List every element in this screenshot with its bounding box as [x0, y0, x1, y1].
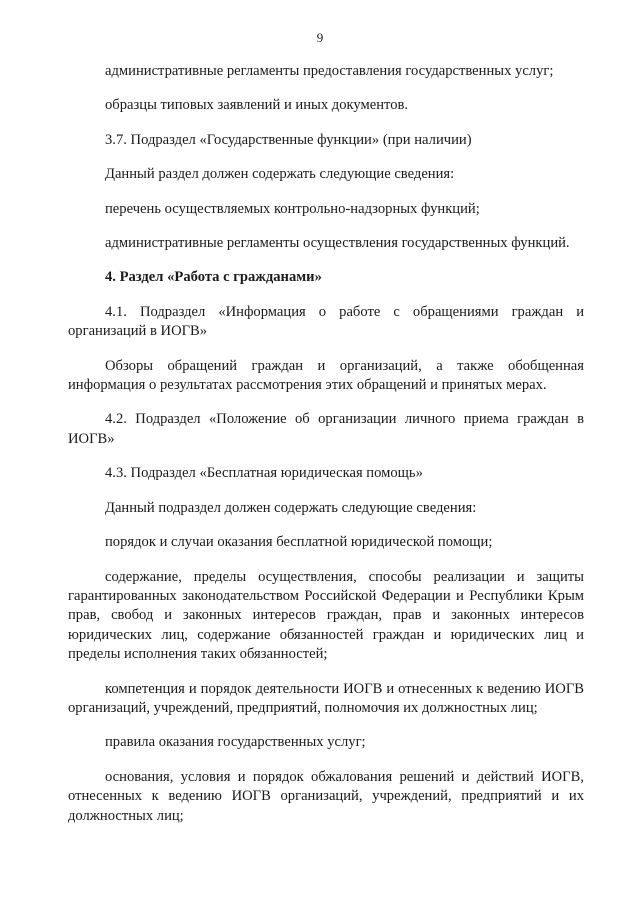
paragraph: административные регламенты осуществления государственных функций. [105, 235, 570, 252]
subsection-heading: 3.7. Подраздел «Государственные функции» (при наличии) [105, 131, 472, 148]
paragraph: содержание, пределы осуществления, способы реализации и защиты гарантированных законодательством Российской Федерации и Республики Крым прав, свобод и законных интересов граждан, прав и законных интересов юридических лиц, содержание обязанностей граждан и юридических лиц и пределы исполнения таких обязанностей; [68, 568, 584, 663]
paragraph: основания, условия и порядок обжалования решений и действий ИОГВ, отнесенных к ведению ИОГВ организаций, учреждений, предприятий и их должностных лиц; [68, 768, 584, 824]
paragraph: порядок и случаи оказания бесплатной юридической помощи; [105, 534, 493, 551]
paragraph: Данный раздел должен содержать следующие сведения: [105, 166, 455, 183]
paragraph: правила оказания государственных услуг; [105, 734, 366, 751]
paragraph: Обзоры обращений граждан и организаций, а также обобщенная информация о результатах рассмотрения этих обращений и принятых мерах. [68, 357, 584, 394]
subsection-heading: 4.2. Подраздел «Положение об организации личного приема граждан в ИОГВ» [68, 411, 584, 447]
subsection-heading: 4.1. Подраздел «Информация о работе с обращениями граждан и организаций в ИОГВ» [68, 303, 584, 340]
page-number: 9 [316, 30, 324, 45]
subsection-heading: 4.3. Подраздел «Бесплатная юридическая помощь» [105, 465, 423, 482]
paragraph: Данный подраздел должен содержать следующие сведения: [105, 499, 477, 516]
paragraph: компетенция и порядок деятельности ИОГВ и отнесенных к ведению ИОГВ организаций, учреждений, предприятий, полномочия их должностных лиц; [68, 680, 584, 716]
paragraph: перечень осуществляемых контрольно-надзорных функций; [105, 200, 480, 217]
page-body [68, 62, 584, 841]
paragraph: административные регламенты предоставления государственных услуг; [105, 63, 554, 79]
section-heading: 4. Раздел «Работа с гражданами» [105, 269, 322, 286]
paragraph: образцы типовых заявлений и иных документов. [105, 97, 409, 114]
